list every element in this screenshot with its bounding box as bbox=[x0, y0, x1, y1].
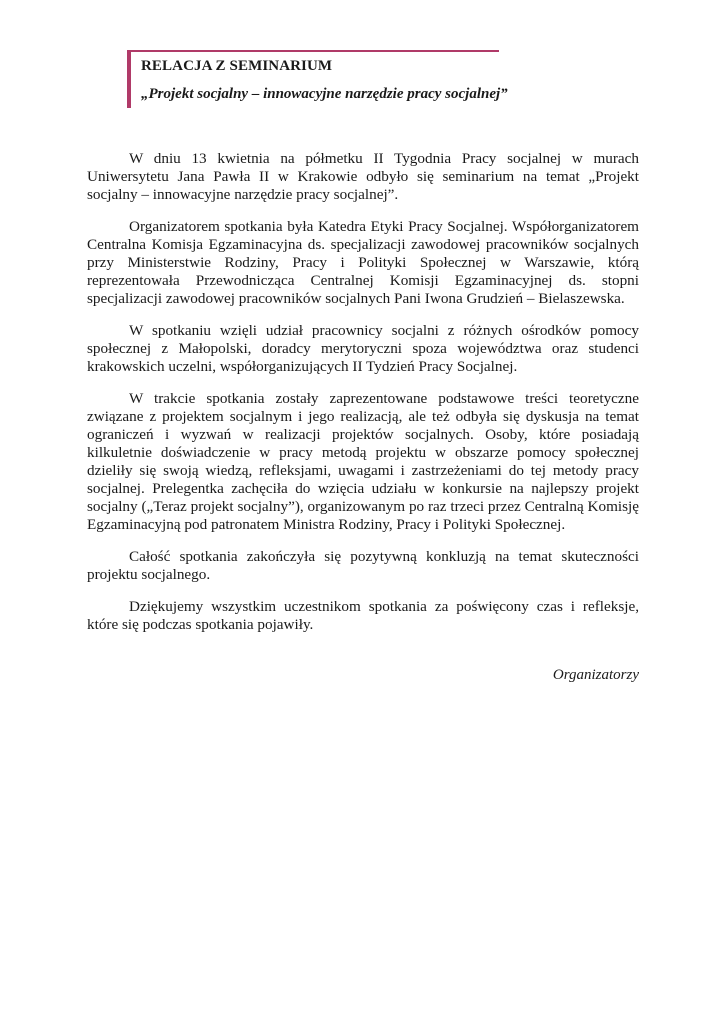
document-body bbox=[87, 150, 639, 648]
seminar-subtitle: „Projekt socjalny – innowacyjne narzędzie pracy socjalnej” bbox=[141, 86, 508, 102]
report-title: RELACJA Z SEMINARIUM bbox=[141, 58, 333, 74]
paragraph-intro: W dniu 13 kwietnia na półmetku II Tygodnia Pracy socjalnej w murach Uniwersytetu Jana Pawła II w Krakowie odbyło się seminarium na temat „Projekt socjalny – innowacyjne narzędzie pracy socjalnej”. bbox=[87, 150, 639, 203]
signature: Organizatorzy bbox=[552, 667, 639, 683]
paragraph-content: W trakcie spotkania zostały zaprezentowane podstawowe treści teoretyczne związane z projektem socjalnym i jego realizacją, ale też odbyła się dyskusja na temat ograniczeń i wyzwań w realizacji projektów socjalnych. Osoby, które posiadają kilkuletnie doświadczenie w pracy metodą projektu w obszarze pomocy społecznej dzieliły się swoją wiedzą, refleksjami, uwagami i zastrzeżeniami do tej metody pracy socjalnej. Prelegentka zachęciła do wzięcia udziału w konkursie na najlepszy projekt socjalny („Teraz projekt socjalny”), organizowanym po raz trzeci przez Centralną Komisję Egzaminacyjną pod patronatem Ministra Rodziny, Pracy i Polityki Społecznej. bbox=[87, 390, 639, 533]
paragraph-participants: W spotkaniu wzięli udział pracownicy socjalni z różnych ośrodków pomocy społecznej z Małopolski, doradcy merytoryczni spoza województwa oraz studenci krakowskich uczelni, współorganizujących II Tydzień Pracy Socjalnej. bbox=[87, 322, 639, 375]
paragraph-thanks: Dziękujemy wszystkim uczestnikom spotkania za poświęcony czas i refleksje, które się podczas spotkania pojawiły. bbox=[87, 598, 639, 633]
paragraph-conclusion: Całość spotkania zakończyła się pozytywną konkluzją na temat skuteczności projektu socjalnego. bbox=[87, 548, 639, 583]
paragraph-organizers: Organizatorem spotkania była Katedra Etyki Pracy Socjalnej. Współorganizatorem Centralna Komisja Egzaminacyjna ds. specjalizacji zawodowej pracowników socjalnych przy Ministerstwie Rodziny, Pracy i Polityki Społecznej w Warszawie, którą reprezentowała Przewodnicząca Centralnej Komisji Egzaminacyjnej ds. stopni specjalizacji zawodowej pracowników socjalnych Pani Iwona Grudzień – Bielaszewska. bbox=[87, 218, 639, 307]
